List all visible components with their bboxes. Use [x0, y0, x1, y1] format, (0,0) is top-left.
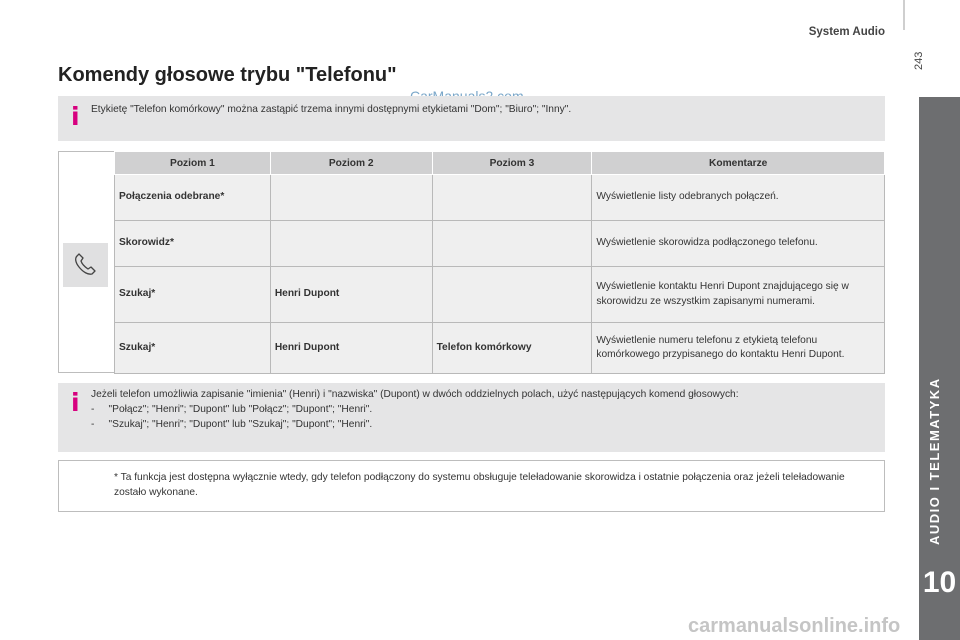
table-cell: Połączenia odebrane* [115, 175, 271, 221]
info-intro: Jeżeli telefon umożliwia zapisanie "imienia" (Henri) i "nazwiska" (Dupont) w dwóch oddzielnych polach, użyć następujących komend głosowych: [91, 389, 739, 400]
info-text: Etykietę "Telefon komórkowy" można zastąpić trzema innymi dostępnymi etykietami "Dom"; "Biuro"; "Inny". [91, 104, 572, 115]
table-header-row [115, 152, 885, 175]
table-row [115, 175, 885, 221]
table-cell [432, 221, 592, 267]
table-cell: Skorowidz* [115, 221, 271, 267]
table-cell [270, 221, 432, 267]
phone-icon-cell [63, 243, 108, 287]
column-header: Komentarze [592, 152, 885, 175]
table-cell: Wyświetlenie listy odebranych połączeń. [592, 175, 885, 221]
table-cell: Henri Dupont [270, 267, 432, 323]
table-row [115, 323, 885, 374]
table-cell: Henri Dupont [270, 323, 432, 374]
table-row [115, 267, 885, 323]
page-number: 243 [913, 51, 925, 70]
table-cell: Telefon komórkowy [432, 323, 592, 374]
chapter-number: 10 [922, 566, 957, 599]
chapter-label: AUDIO I TELEMATYKA [927, 377, 942, 545]
table-cell: Szukaj* [115, 267, 271, 323]
table-cell [270, 175, 432, 221]
column-header: Poziom 1 [115, 152, 271, 175]
info-box-labels [58, 96, 885, 141]
header-divider [903, 0, 905, 30]
section-header: System Audio [808, 26, 885, 38]
watermark-bottom: carmanualsonline.info [688, 615, 901, 637]
info-icon: i [71, 388, 80, 417]
footnote-box [58, 460, 885, 512]
table-cell: Szukaj* [115, 323, 271, 374]
table-cell [432, 175, 592, 221]
footnote-text: * Ta funkcja jest dostępna wyłącznie wtedy, gdy telefon podłączony do systemu obsługuje teleładowanie skorowidza i ostatnie połączenia oraz jeżeli teleładowanie zostało wykonane. [114, 472, 845, 498]
info-icon: i [71, 102, 80, 131]
table-cell: Wyświetlenie skorowidza podłączonego telefonu. [592, 221, 885, 267]
table-cell: Wyświetlenie numeru telefonu z etykietą telefonu komórkowego przypisanego do kontaktu Henri Dupont. [592, 323, 885, 374]
table-cell: Wyświetlenie kontaktu Henri Dupont znajdującego się w skorowidzu ze wszystkim zapisanymi numerami. [592, 267, 885, 323]
column-header: Poziom 3 [432, 152, 592, 175]
info-bullet: - "Połącz"; "Henri"; "Dupont" lub "Połącz"; "Dupont"; "Henri". [91, 404, 373, 415]
phone-handset-icon [73, 253, 99, 277]
table-row [115, 221, 885, 267]
voice-command-table [114, 151, 885, 374]
page-title: Komendy głosowe trybu "Telefonu" [58, 64, 397, 86]
column-header: Poziom 2 [270, 152, 432, 175]
info-box-name-fields [58, 383, 885, 452]
table-cell [432, 267, 592, 323]
info-bullet: - "Szukaj"; "Henri"; "Dupont" lub "Szukaj"; "Dupont"; "Henri". [91, 419, 373, 430]
info-text [91, 387, 876, 432]
